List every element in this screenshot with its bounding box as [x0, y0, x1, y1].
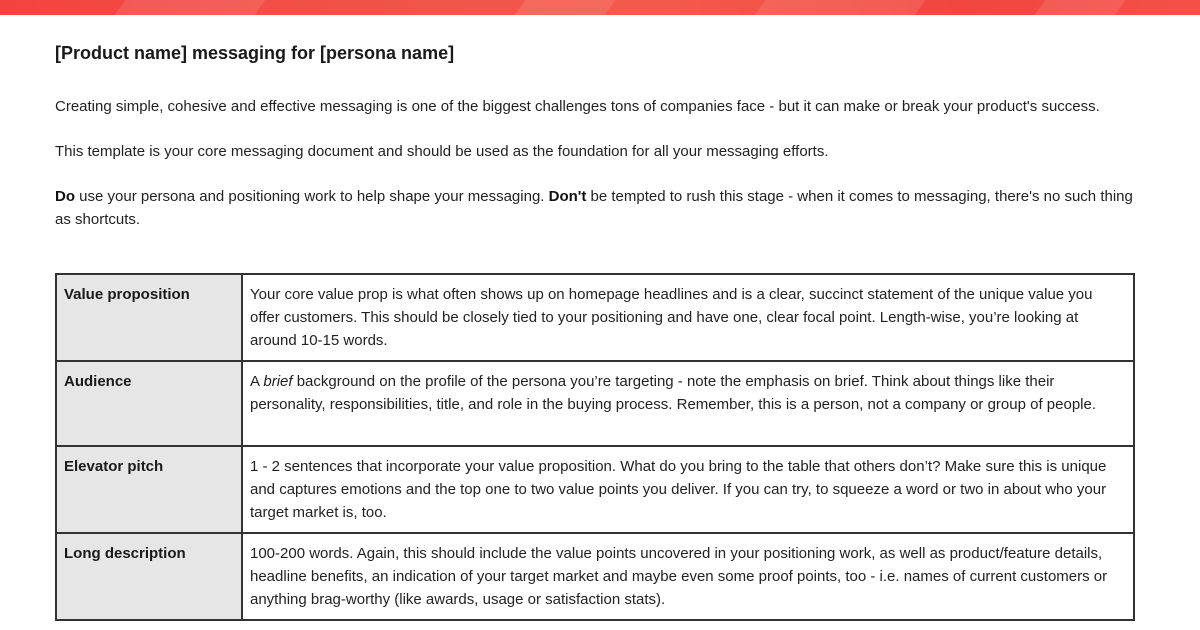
- audience-text-before: A: [250, 373, 264, 390]
- row-text-long-description: 100-200 words. Again, this should include the value points uncovered in your positioning work, as well as product/feature details, headline benefits, an indication of your target market and maybe even some proof points, too - i.e. names of current customers or anything brag-worthy (like awards, usage or satisfaction stats).: [242, 533, 1134, 620]
- audience-text-after: background on the profile of the persona you’re targeting - note the emphasis on brief. Think about things like their personality, responsibilities, title, and role in the buying process. Remember, this is a person, not a company or group of people.: [250, 373, 1097, 413]
- audience-text-emphasis: brief: [263, 373, 293, 390]
- table-row: [56, 361, 1134, 446]
- row-label-audience: Audience: [56, 361, 242, 446]
- row-text-audience: [242, 361, 1134, 446]
- table-row: [56, 446, 1134, 533]
- top-banner: [0, 0, 1200, 15]
- intro-paragraph-2: This template is your core messaging document and should be used as the foundation for all your messaging efforts.: [55, 143, 829, 160]
- dont-emphasis: Don't: [548, 188, 587, 205]
- dont-text: be tempted to rush this stage - when it comes to messaging, there's no such thing as shortcuts.: [55, 188, 1133, 228]
- intro-paragraph-1: Creating simple, cohesive and effective messaging is one of the biggest challenges tons of companies face - but it can make or break your product's success.: [55, 98, 1100, 115]
- do-text: use your persona and positioning work to help shape your messaging.: [75, 188, 549, 205]
- table-row: [56, 274, 1134, 361]
- row-label-long-description: Long description: [56, 533, 242, 620]
- document-body: [55, 40, 1135, 253]
- row-label-elevator-pitch: Elevator pitch: [56, 446, 242, 533]
- table-row: [56, 533, 1134, 620]
- do-emphasis: Do: [55, 188, 75, 205]
- row-text-elevator-pitch: 1 - 2 sentences that incorporate your value proposition. What do you bring to the table that others don’t? Make sure this is unique and captures emotions and the top one to two value points you deliver. If you can try, to squeeze a word or two in about who your target market is, too.: [242, 446, 1134, 533]
- row-text-value-proposition: Your core value prop is what often shows up on homepage headlines and is a clear, succinct statement of the unique value you offer customers. This should be closely tied to your positioning and have one, clear focal point. Length-wise, you’re looking at around 10-15 words.: [242, 274, 1134, 361]
- intro-paragraph-3: [55, 185, 1135, 231]
- document-title: [Product name] messaging for [persona name]: [55, 43, 455, 63]
- messaging-table: [55, 273, 1135, 621]
- row-label-value-proposition: Value proposition: [56, 274, 242, 361]
